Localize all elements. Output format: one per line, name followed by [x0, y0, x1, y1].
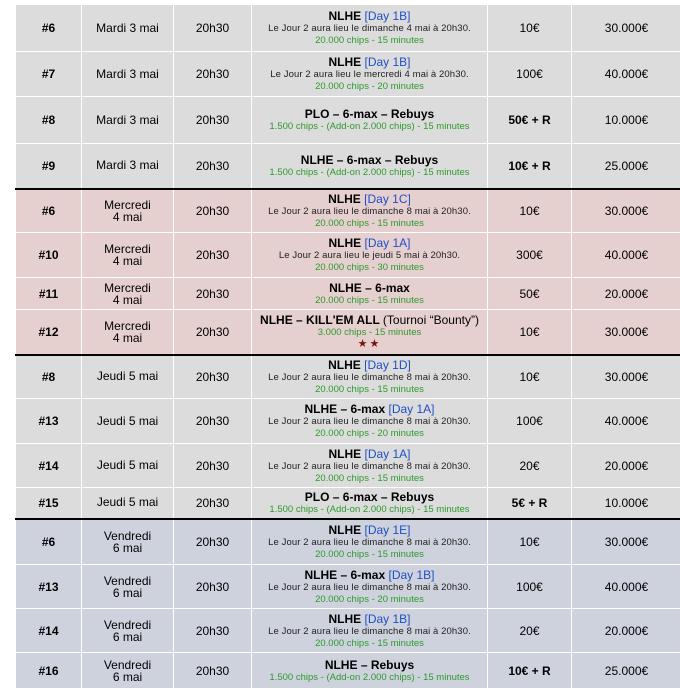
event-title: NLHE – Rebuys: [324, 657, 415, 672]
day-tag: [Day 1B]: [364, 611, 411, 626]
event-date: Jeudi 5 mai: [82, 399, 174, 444]
event-description: [252, 399, 488, 444]
event-time: 20h30: [174, 52, 252, 97]
event-time: 20h30: [174, 233, 252, 278]
event-date: Jeudi 5 mai: [82, 355, 174, 399]
chips-info: 3.000 chips - 15 minutes: [317, 327, 422, 339]
event-number: #6: [16, 189, 82, 233]
guarantee: 20.000€: [572, 444, 680, 488]
star-icons: ★★: [357, 338, 382, 351]
chips-info: 1.500 chips - (Add-on 2.000 chips) - 15 minutes: [269, 121, 470, 132]
event-number: #14: [16, 609, 82, 653]
day2-note: Le Jour 2 aura lieu le dimanche 8 mai à 20h30.: [268, 416, 471, 427]
event-title: NLHE: [328, 9, 362, 23]
event-description: [252, 653, 488, 689]
event-date: Mardi 3 mai: [82, 52, 174, 97]
buy-in: 10€ + R: [488, 144, 572, 189]
event-time: 20h30: [174, 189, 252, 233]
table-row: [16, 609, 680, 653]
chips-info: 20.000 chips - 15 minutes: [315, 548, 424, 560]
event-time: 20h30: [174, 519, 252, 565]
event-number: #7: [16, 52, 82, 97]
event-title: NLHE: [328, 446, 362, 461]
event-number: #16: [16, 653, 82, 689]
event-time: 20h30: [174, 488, 252, 519]
guarantee: 40.000€: [572, 233, 680, 278]
event-title: NLHE: [328, 55, 362, 69]
event-date: Vendredi 6 mai: [82, 609, 174, 653]
guarantee: 30.000€: [572, 5, 680, 52]
event-time: 20h30: [174, 5, 252, 52]
event-title: NLHE: [328, 357, 361, 372]
event-time: 20h30: [174, 565, 252, 609]
event-title: PLO – 6-max – Rebuys: [304, 489, 435, 504]
event-title: NLHE – 6-max: [329, 280, 410, 295]
event-description: [252, 565, 488, 609]
chips-info: 20.000 chips - 15 minutes: [315, 217, 424, 229]
chips-info: 20.000 chips - 20 minutes: [315, 593, 424, 605]
guarantee: 20.000€: [572, 609, 680, 653]
event-description: [252, 278, 488, 310]
buy-in: 20€: [488, 444, 572, 488]
event-date: Vendredi 6 mai: [82, 653, 174, 689]
event-time: 20h30: [174, 355, 252, 399]
buy-in: 20€: [488, 609, 572, 653]
buy-in: 10€: [488, 5, 572, 52]
table-row: [16, 488, 680, 519]
table-row: [16, 233, 680, 278]
event-date: Mardi 3 mai: [82, 5, 174, 52]
event-number: #6: [16, 519, 82, 565]
buy-in: 100€: [488, 399, 572, 444]
event-number: #13: [16, 565, 82, 609]
event-date: Mercredi 4 mai: [82, 310, 174, 355]
event-title: NLHE – KILL'EM ALL: [260, 313, 380, 328]
event-date: Mardi 3 mai: [82, 97, 174, 144]
event-title: PLO – 6-max – Rebuys: [304, 107, 435, 121]
guarantee: 10.000€: [572, 97, 680, 144]
table-row: [16, 399, 680, 444]
event-number: #8: [16, 97, 82, 144]
event-number: #15: [16, 488, 82, 519]
table-row: [16, 5, 680, 52]
event-date: Jeudi 5 mai: [82, 444, 174, 488]
table-row: [16, 97, 680, 144]
guarantee: 30.000€: [572, 310, 680, 355]
buy-in: 10€ + R: [488, 653, 572, 689]
day2-note: Le Jour 2 aura lieu le dimanche 4 mai à 20h30.: [268, 23, 471, 34]
table-row: [16, 519, 680, 565]
guarantee: 40.000€: [572, 52, 680, 97]
event-date: Vendredi 6 mai: [82, 565, 174, 609]
event-description: [252, 97, 488, 144]
event-number: #6: [16, 5, 82, 52]
event-time: 20h30: [174, 278, 252, 310]
table-row: [16, 144, 680, 189]
day-tag: [Day 1C]: [364, 191, 411, 206]
chips-info: 20.000 chips - 15 minutes: [315, 472, 424, 484]
event-date: Jeudi 5 mai: [82, 488, 174, 519]
day-tag: [Day 1E]: [364, 522, 411, 537]
guarantee: 30.000€: [572, 189, 680, 233]
table-row: [16, 565, 680, 609]
day2-note: Le Jour 2 aura lieu le dimanche 8 mai à 20h30.: [268, 536, 471, 548]
table-row: [16, 278, 680, 310]
event-time: 20h30: [174, 653, 252, 689]
guarantee: 40.000€: [572, 399, 680, 444]
buy-in: 100€: [488, 565, 572, 609]
guarantee: 30.000€: [572, 519, 680, 565]
chips-info: 20.000 chips - 20 minutes: [315, 81, 424, 92]
buy-in: 50€ + R: [488, 97, 572, 144]
event-title: NLHE – 6-max: [304, 567, 386, 582]
guarantee: 25.000€: [572, 144, 680, 189]
day-tag: [Day 1A]: [364, 446, 411, 461]
buy-in: 5€ + R: [488, 488, 572, 519]
day2-note: Le Jour 2 aura lieu le dimanche 8 mai à 20h30.: [268, 371, 471, 383]
chips-info: 1.500 chips - (Add-on 2.000 chips) - 15 minutes: [269, 166, 470, 178]
day2-note: Le Jour 2 aura lieu le dimanche 8 mai à 20h30.: [268, 581, 471, 593]
day-tag: [Day 1B]: [364, 9, 411, 23]
event-date: Mercredi 4 mai: [82, 189, 174, 233]
event-title: NLHE: [328, 522, 362, 537]
table-row: [16, 189, 680, 233]
event-title: NLHE: [328, 236, 362, 250]
event-time: 20h30: [174, 144, 252, 189]
chips-info: 20.000 chips - 15 minutes: [315, 294, 424, 306]
buy-in: 10€: [488, 519, 572, 565]
buy-in: 300€: [488, 233, 572, 278]
event-number: #11: [16, 278, 82, 310]
event-description: [252, 355, 488, 399]
event-time: 20h30: [174, 609, 252, 653]
event-number: #12: [16, 310, 82, 355]
table-row: [16, 444, 680, 488]
event-description: [252, 52, 488, 97]
event-date: Mardi 3 mai: [82, 144, 174, 189]
event-date: Mercredi 4 mai: [82, 278, 174, 310]
event-number: #13: [16, 399, 82, 444]
event-time: 20h30: [174, 399, 252, 444]
chips-info: 20.000 chips - 15 minutes: [315, 383, 424, 395]
buy-in: 50€: [488, 278, 572, 310]
event-number: #10: [16, 233, 82, 278]
day2-note: Le Jour 2 aura lieu le dimanche 8 mai à 20h30.: [268, 460, 471, 472]
event-time: 20h30: [174, 310, 252, 355]
event-description: [252, 5, 488, 52]
table-row: [16, 355, 680, 399]
event-description: [252, 609, 488, 653]
day2-note: Le Jour 2 aura lieu le dimanche 8 mai à 20h30.: [268, 205, 471, 217]
event-title: NLHE: [328, 191, 361, 206]
buy-in: 100€: [488, 52, 572, 97]
day-tag: [Day 1D]: [364, 357, 411, 372]
tournament-schedule-table: [15, 4, 680, 689]
guarantee: 10.000€: [572, 488, 680, 519]
chips-info: 1.500 chips - (Add-on 2.000 chips) - 15 minutes: [269, 503, 470, 515]
event-subtitle: (Tournoi “Bounty”): [382, 313, 479, 328]
event-description: [252, 488, 488, 519]
chips-info: 20.000 chips - 15 minutes: [315, 35, 424, 46]
chips-info: 1.500 chips - (Add-on 2.000 chips) - 15 minutes: [269, 671, 470, 683]
guarantee: 30.000€: [572, 355, 680, 399]
event-number: #9: [16, 144, 82, 189]
event-number: #8: [16, 355, 82, 399]
buy-in: 10€: [488, 355, 572, 399]
day2-note: Le Jour 2 aura lieu le dimanche 8 mai à 20h30.: [268, 625, 471, 637]
buy-in: 10€: [488, 189, 572, 233]
day2-note: Le Jour 2 aura lieu le jeudi 5 mai à 20h30.: [278, 250, 461, 261]
table-row: [16, 310, 680, 355]
event-title: NLHE: [328, 611, 362, 626]
guarantee: 25.000€: [572, 653, 680, 689]
guarantee: 20.000€: [572, 278, 680, 310]
event-description: [252, 519, 488, 565]
event-description: [252, 189, 488, 233]
day-tag: [Day 1B]: [388, 567, 435, 582]
event-description: [252, 144, 488, 189]
table-row: [16, 52, 680, 97]
table-row: [16, 653, 680, 689]
chips-info: 20.000 chips - 20 minutes: [315, 428, 424, 439]
event-time: 20h30: [174, 97, 252, 144]
event-title: NLHE – 6-max – Rebuys: [300, 152, 439, 167]
buy-in: 10€: [488, 310, 572, 355]
event-date: Mercredi 4 mai: [82, 233, 174, 278]
event-description: [252, 233, 488, 278]
event-date: Vendredi 6 mai: [82, 519, 174, 565]
chips-info: 20.000 chips - 15 minutes: [315, 637, 424, 649]
day-tag: [Day 1A]: [388, 402, 435, 416]
event-title: NLHE – 6-max: [304, 402, 386, 416]
event-number: #14: [16, 444, 82, 488]
day-tag: [Day 1B]: [364, 55, 411, 69]
guarantee: 40.000€: [572, 565, 680, 609]
event-description: [252, 444, 488, 488]
event-description: [252, 310, 488, 355]
day2-note: Le Jour 2 aura lieu le mercredi 4 mai à 20h30.: [270, 69, 469, 80]
day-tag: [Day 1A]: [364, 236, 411, 250]
chips-info: 20.000 chips - 30 minutes: [315, 262, 424, 273]
event-time: 20h30: [174, 444, 252, 488]
